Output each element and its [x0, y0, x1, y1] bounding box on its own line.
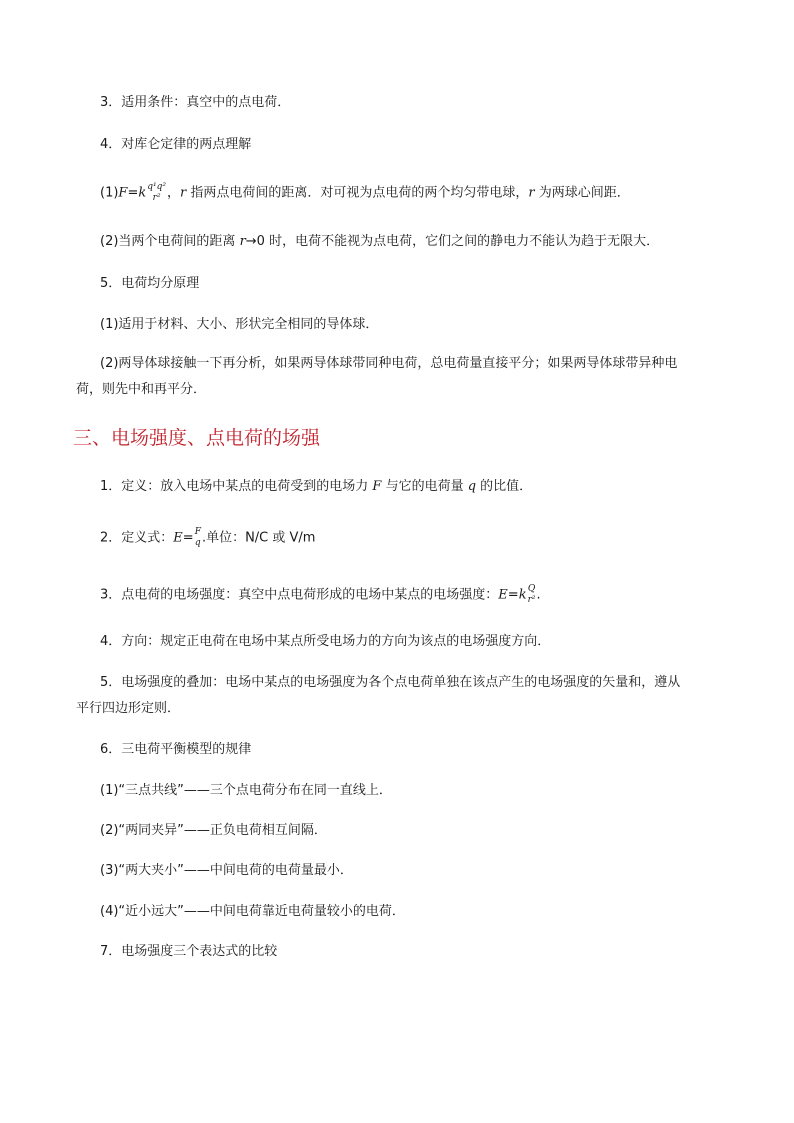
text-span: →0 时，电荷不能视为点电荷，它们之间的静电力不能认为趋于无限大．	[245, 234, 660, 249]
text-line: 6．三电荷平衡模型的规律	[100, 742, 252, 757]
fraction-numerator: F	[194, 527, 201, 537]
text-span: (2)当两个电荷间的距离	[100, 234, 240, 249]
math-var: r	[239, 234, 246, 249]
fraction-denominator: r²	[527, 595, 536, 605]
text-line: (2)“两同夹异”——正负电荷相互间隔．	[100, 823, 327, 838]
fraction-denominator: q	[194, 538, 201, 548]
text-span: 3．点电荷的电场强度：真空中点电荷形成的电场中某点的电场强度：	[100, 587, 499, 603]
section-heading: 三、电场强度、点电荷的场强	[73, 427, 321, 449]
text-line: 4．对库仑定律的两点理解	[100, 137, 252, 152]
math-op: =	[507, 587, 519, 603]
text-line: 5．电场强度的叠加：电场中某点的电场强度为各个点电荷单独在该点产生的电场强度的矢量和，遵从	[100, 675, 681, 690]
math-var: F	[118, 185, 128, 201]
text-span: 与它的电荷量	[381, 479, 468, 494]
math-var: k	[518, 587, 527, 603]
text-span: .单位：N/C 或 V/m	[201, 530, 316, 546]
text-line: 平行四边形定则．	[76, 701, 181, 716]
field-definition-line	[100, 527, 315, 549]
fraction-numerator: Q	[527, 584, 536, 594]
text-line: (1)适用于材料、大小、形状完全相同的导体球．	[100, 317, 379, 332]
text-line	[100, 232, 659, 252]
math-var: r	[180, 185, 187, 201]
math-var: E	[173, 530, 183, 546]
text-line: (1)“三点共线”——三个点电荷分布在同一直线上．	[100, 783, 392, 798]
text-line: (4)“近小远大”——中间电荷靠近电荷量较小的电荷．	[100, 904, 405, 919]
text-span: 为两球心间距．	[534, 185, 630, 201]
text-span: ，	[167, 185, 181, 201]
text-span: 2．定义式：	[100, 530, 174, 546]
text-line: (3)“两大夹小”——中间电荷的电荷量最小．	[100, 863, 353, 878]
fraction	[528, 584, 536, 606]
text-line: 4．方向：规定正电荷在电场中某点所受电场力的方向为该点的电场强度方向．	[100, 634, 551, 649]
math-var: r	[528, 185, 535, 201]
text-span: (1)	[100, 185, 119, 201]
text-line: 7．电场强度三个表达式的比较	[100, 944, 278, 959]
text-line: 荷，则先中和再平分．	[76, 382, 207, 397]
math-op: =	[127, 185, 139, 201]
text-span: 的比值．	[476, 479, 533, 494]
math-var: q	[467, 479, 477, 494]
fraction	[147, 182, 166, 204]
math-var: F	[372, 479, 382, 494]
fraction-denominator: r²	[152, 193, 161, 203]
text-span: .	[536, 587, 541, 603]
math-op: =	[182, 530, 194, 546]
point-charge-field-line	[100, 584, 541, 606]
math-var: E	[498, 587, 508, 603]
text-span: 1．定义：放入电场中某点的电荷受到的电场力	[100, 479, 373, 494]
fraction-numerator: q¹q²	[147, 182, 166, 192]
text-line	[100, 477, 532, 497]
text-line: 5．电荷均分原理	[100, 276, 200, 291]
text-span: 指两点电荷间的距离．对可视为点电荷的两个均匀带电球，	[186, 185, 529, 201]
text-line: 3．适用条件：真空中的点电荷．	[100, 95, 291, 110]
text-line: (2)两导体球接触一下再分析，如果两导体球带同种电荷，总电荷量直接平分；如果两导体球带异种电	[100, 356, 678, 371]
fraction	[195, 527, 201, 549]
math-var: k	[138, 185, 147, 201]
coulomb-formula-line	[100, 182, 630, 204]
